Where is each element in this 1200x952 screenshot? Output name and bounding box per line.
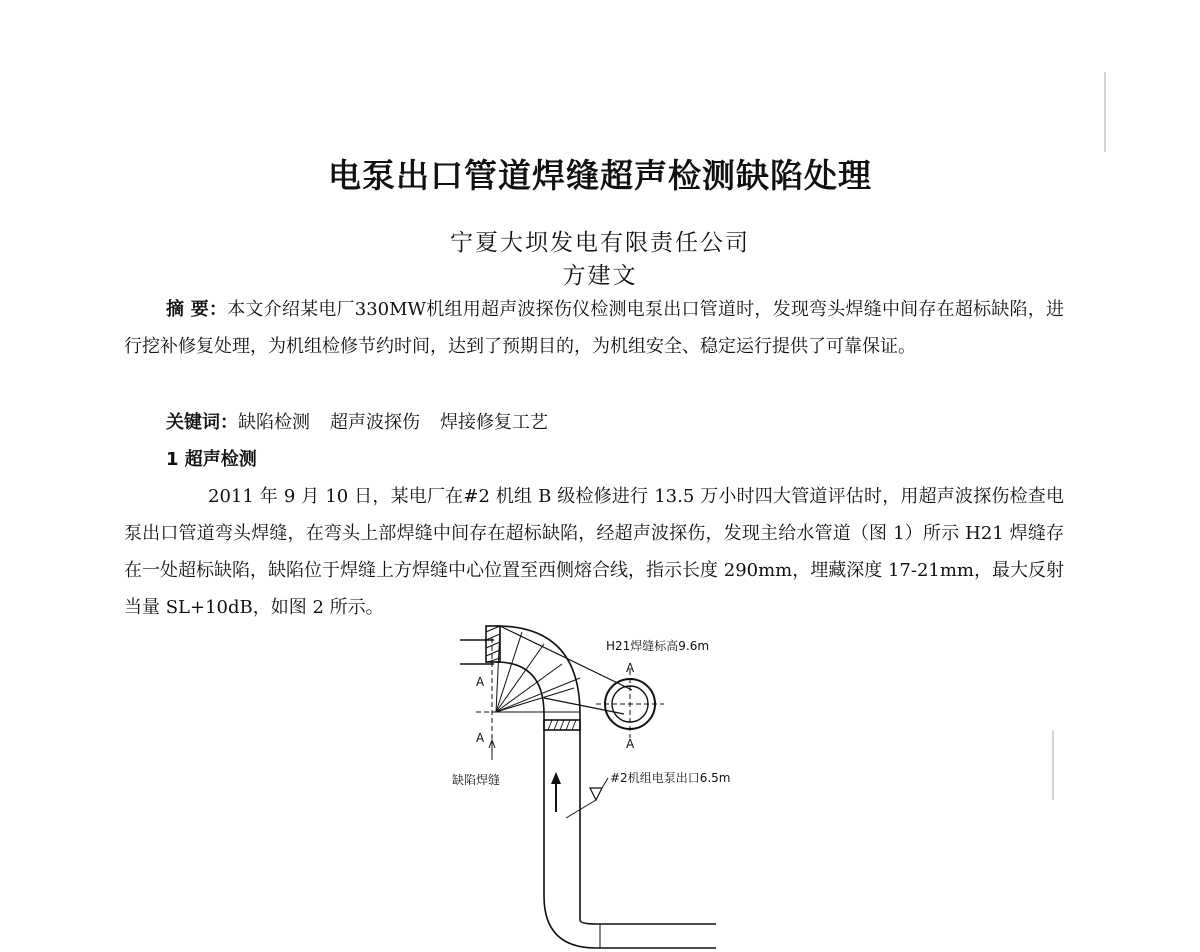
left-mark-top: A xyxy=(476,675,485,689)
section-heading xyxy=(166,441,1066,478)
abstract xyxy=(124,291,1064,365)
scan-edge-mark-bottom xyxy=(1052,730,1054,800)
keyword: 缺陷检测 xyxy=(238,412,310,433)
body-paragraph: 2011 年 9 月 10 日，某电厂在#2 机组 B 级检修进行 13.5 万小时四大管道评估时，用超声波探伤检查电泵出口管道弯头焊缝，在弯头上部焊缝中间存在超标缺陷，经超声波探伤，发现主给水管道（图 1）所示 H21 焊缝存在一处超标缺陷，缺陷位于焊缝上方焊缝中心位置至西侧熔合线，指示长度 290mm，埋藏深度 17-21mm，最大反射当量 SL+10dB，如图 2 所示。 xyxy=(124,486,1064,618)
author-name: 方建文 xyxy=(562,263,638,289)
paper-title: 电泵出口管道焊缝超声检测缺陷处理 xyxy=(328,156,872,195)
pump-outlet-label: #2机组电泵出口6.5m xyxy=(610,771,731,785)
abstract-label: 摘 要： xyxy=(166,299,228,320)
scan-edge-mark-top xyxy=(1104,72,1106,152)
section-mark-bottom: A xyxy=(626,737,635,751)
lower-elbow-inner xyxy=(580,920,596,924)
keyword: 焊接修复工艺 xyxy=(440,412,548,433)
elbow-outer xyxy=(496,626,580,714)
defect-weld-label: 缺陷焊缝 xyxy=(452,773,501,787)
pipe-diagram xyxy=(440,618,780,952)
section-mark-top: A xyxy=(626,661,635,675)
keywords-label: 关键词： xyxy=(166,412,238,433)
leader-line-1 xyxy=(500,626,632,690)
author-affiliation: 宁夏大坝发电有限责任公司 xyxy=(450,230,750,256)
left-mark-bottom: A xyxy=(476,731,485,745)
section-title: 1 超声检测 xyxy=(166,449,257,470)
keywords xyxy=(166,404,1066,441)
lower-elbow-outer xyxy=(544,896,596,948)
abstract-text: 本文介绍某电厂330MW机组用超声波探伤仪检测电泵出口管道时，发现弯头焊缝中间存在超标缺陷，进行挖补修复处理，为机组检修节约时间，达到了预期目的，为机组安全、稳定运行提供了可靠保证。 xyxy=(124,299,1064,357)
weld-elevation-label: H21焊缝标高9.6m xyxy=(606,639,710,653)
keyword: 超声波探伤 xyxy=(330,412,420,433)
